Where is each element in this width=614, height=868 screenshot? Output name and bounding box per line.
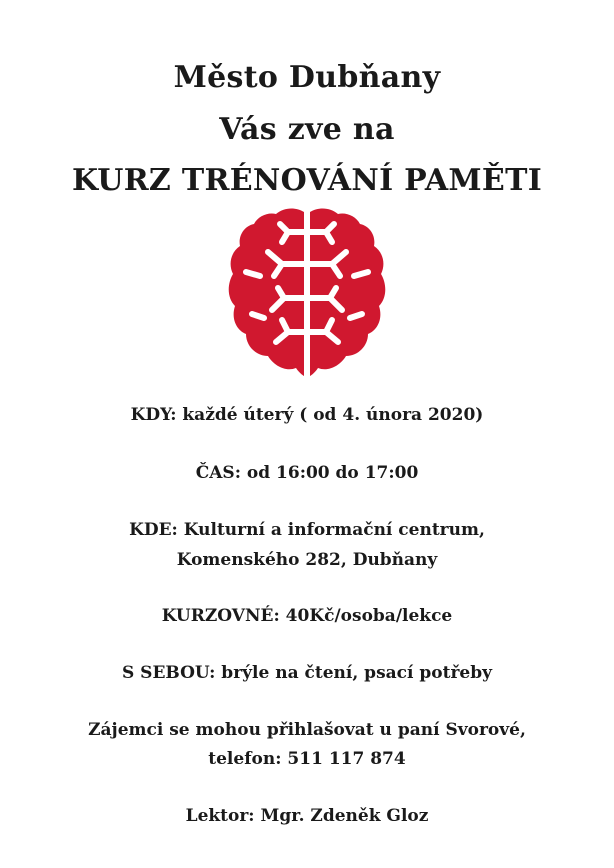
lecturer-line: Lektor: Mgr. Zdeněk Gloz — [185, 806, 429, 826]
town-title: Město Dubňany — [173, 60, 441, 95]
time-line: ČAS: od 16:00 do 17:00 — [195, 463, 419, 483]
where-line-1: KDE: Kulturní a informační centrum, — [129, 520, 485, 540]
bring-line: S SEBOU: brýle na čtení, psací potřeby — [121, 663, 493, 683]
when-line: KDY: každé úterý ( od 4. února 2020) — [130, 405, 484, 425]
where-line-2: Komenského 282, Dubňany — [176, 550, 438, 570]
invitation-line: Vás zve na — [219, 112, 395, 147]
contact-line-2: telefon: 511 117 874 — [208, 749, 406, 769]
fee-line: KURZOVNÉ: 40Kč/osoba/lekce — [161, 606, 453, 626]
contact-line-1: Zájemci se mohou přihlašovat u paní Svorové, — [88, 720, 526, 740]
course-title: KURZ TRÉNOVÁNÍ PAMĚTI — [71, 163, 543, 198]
brain-icon — [226, 206, 388, 380]
